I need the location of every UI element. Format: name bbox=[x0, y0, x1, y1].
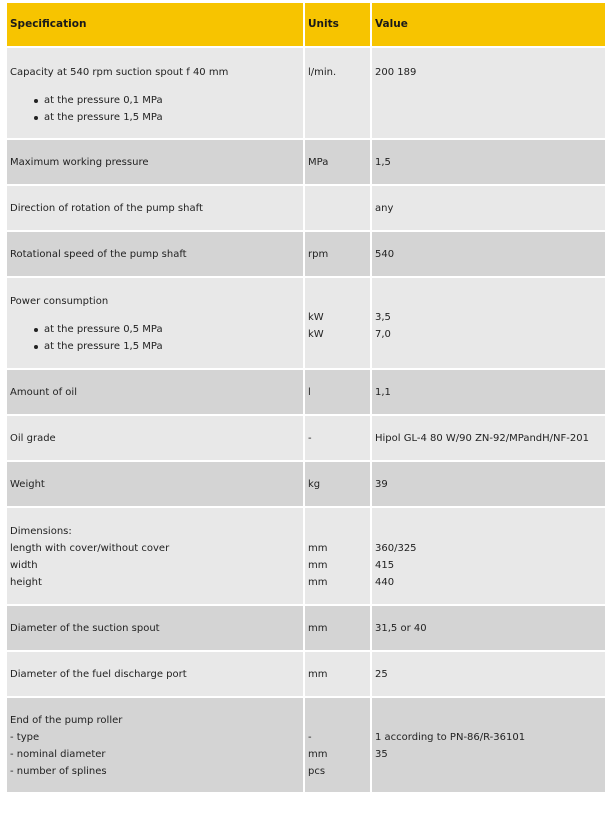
unit-roller: pcs bbox=[308, 766, 326, 777]
value-roller: 1 according to PN-86/R-36101 bbox=[375, 732, 526, 743]
spec-roller: End of the pump roller bbox=[10, 715, 123, 726]
bullet-item: at the pressure 0,1 MPa bbox=[10, 92, 300, 109]
bullet-item: at the pressure 1,5 MPa bbox=[10, 109, 300, 126]
unit-rotation bbox=[308, 200, 367, 217]
spec-speed: Rotational speed of the pump shaft bbox=[10, 249, 187, 260]
spec-roller-line: - nominal diameter bbox=[10, 749, 106, 760]
header-specification: Specification bbox=[7, 3, 305, 46]
unit-suction-diameter: mm bbox=[308, 623, 328, 634]
unit-power: kW bbox=[308, 329, 324, 340]
unit-weight: kg bbox=[308, 479, 321, 490]
table-row-capacity bbox=[7, 46, 605, 138]
spec-capacity: Capacity at 540 rpm suction spout f 40 mm bbox=[10, 67, 229, 78]
unit-oil-amount: l bbox=[308, 387, 311, 398]
value-dimensions: 360/325 bbox=[375, 543, 417, 554]
unit-dimensions: mm bbox=[308, 543, 328, 554]
spec-rotation: Direction of rotation of the pump shaft bbox=[10, 203, 203, 214]
spec-oil-grade: Oil grade bbox=[10, 433, 56, 444]
spec-dimensions-line: height bbox=[10, 577, 42, 588]
table-row-oil-grade bbox=[7, 414, 605, 460]
spec-dimensions: Dimensions: bbox=[10, 526, 72, 537]
value-oil-amount: 1,1 bbox=[375, 387, 391, 398]
value-max-pressure: 1,5 bbox=[375, 157, 391, 168]
unit-roller: mm bbox=[308, 749, 328, 760]
unit-speed: rpm bbox=[308, 249, 329, 260]
table-row-oil-amount bbox=[7, 368, 605, 414]
value-roller: 35 bbox=[375, 749, 388, 760]
value-capacity: 200 189 bbox=[375, 67, 417, 78]
unit-max-pressure: MPa bbox=[308, 157, 329, 168]
bullet-item: at the pressure 1,5 MPa bbox=[10, 338, 300, 355]
value-discharge-diameter: 25 bbox=[375, 669, 388, 680]
spec-suction-diameter: Diameter of the suction spout bbox=[10, 623, 160, 634]
table-header bbox=[7, 3, 605, 46]
value-rotation: any bbox=[375, 203, 394, 214]
unit-dimensions: mm bbox=[308, 577, 328, 588]
table-row-discharge-diameter bbox=[7, 650, 605, 696]
spec-power: Power consumption bbox=[10, 296, 109, 307]
table-row-max-pressure bbox=[7, 138, 605, 184]
value-power: 7,0 bbox=[375, 329, 391, 340]
spec-discharge-diameter: Diameter of the fuel discharge port bbox=[10, 669, 187, 680]
value-suction-diameter: 31,5 or 40 bbox=[375, 623, 427, 634]
spec-dimensions-line: width bbox=[10, 560, 38, 571]
value-dimensions: 415 bbox=[375, 560, 395, 571]
value-weight: 39 bbox=[375, 479, 388, 490]
spec-weight: Weight bbox=[10, 479, 45, 490]
specification-table bbox=[7, 3, 605, 792]
table-row-roller bbox=[7, 696, 605, 792]
header-value: Value bbox=[372, 3, 605, 46]
value-power: 3,5 bbox=[375, 312, 391, 323]
unit-oil-grade: - bbox=[308, 433, 312, 444]
header-units: Units bbox=[305, 3, 372, 46]
unit-power: kW bbox=[308, 312, 324, 323]
unit-roller: - bbox=[308, 732, 312, 743]
table-row-suction-diameter bbox=[7, 604, 605, 650]
unit-dimensions: mm bbox=[308, 560, 328, 571]
bullet-item: at the pressure 0,5 MPa bbox=[10, 321, 300, 338]
table-row-weight bbox=[7, 460, 605, 506]
table-row-rotation bbox=[7, 184, 605, 230]
table-row-dimensions bbox=[7, 506, 605, 604]
spec-oil-amount: Amount of oil bbox=[10, 387, 77, 398]
value-speed: 540 bbox=[375, 249, 395, 260]
value-oil-grade: Hipol GL-4 80 W/90 ZN-92/MPandH/NF-201 bbox=[375, 433, 589, 444]
spec-roller-line: - number of splines bbox=[10, 766, 107, 777]
table-row-power bbox=[7, 276, 605, 368]
spec-roller-line: - type bbox=[10, 732, 40, 743]
value-roller bbox=[375, 763, 602, 780]
spec-max-pressure: Maximum working pressure bbox=[10, 157, 149, 168]
table-row-speed bbox=[7, 230, 605, 276]
value-dimensions: 440 bbox=[375, 577, 395, 588]
unit-discharge-diameter: mm bbox=[308, 669, 328, 680]
unit-capacity: l/min. bbox=[308, 67, 337, 78]
spec-dimensions-line: length with cover/without cover bbox=[10, 543, 170, 554]
